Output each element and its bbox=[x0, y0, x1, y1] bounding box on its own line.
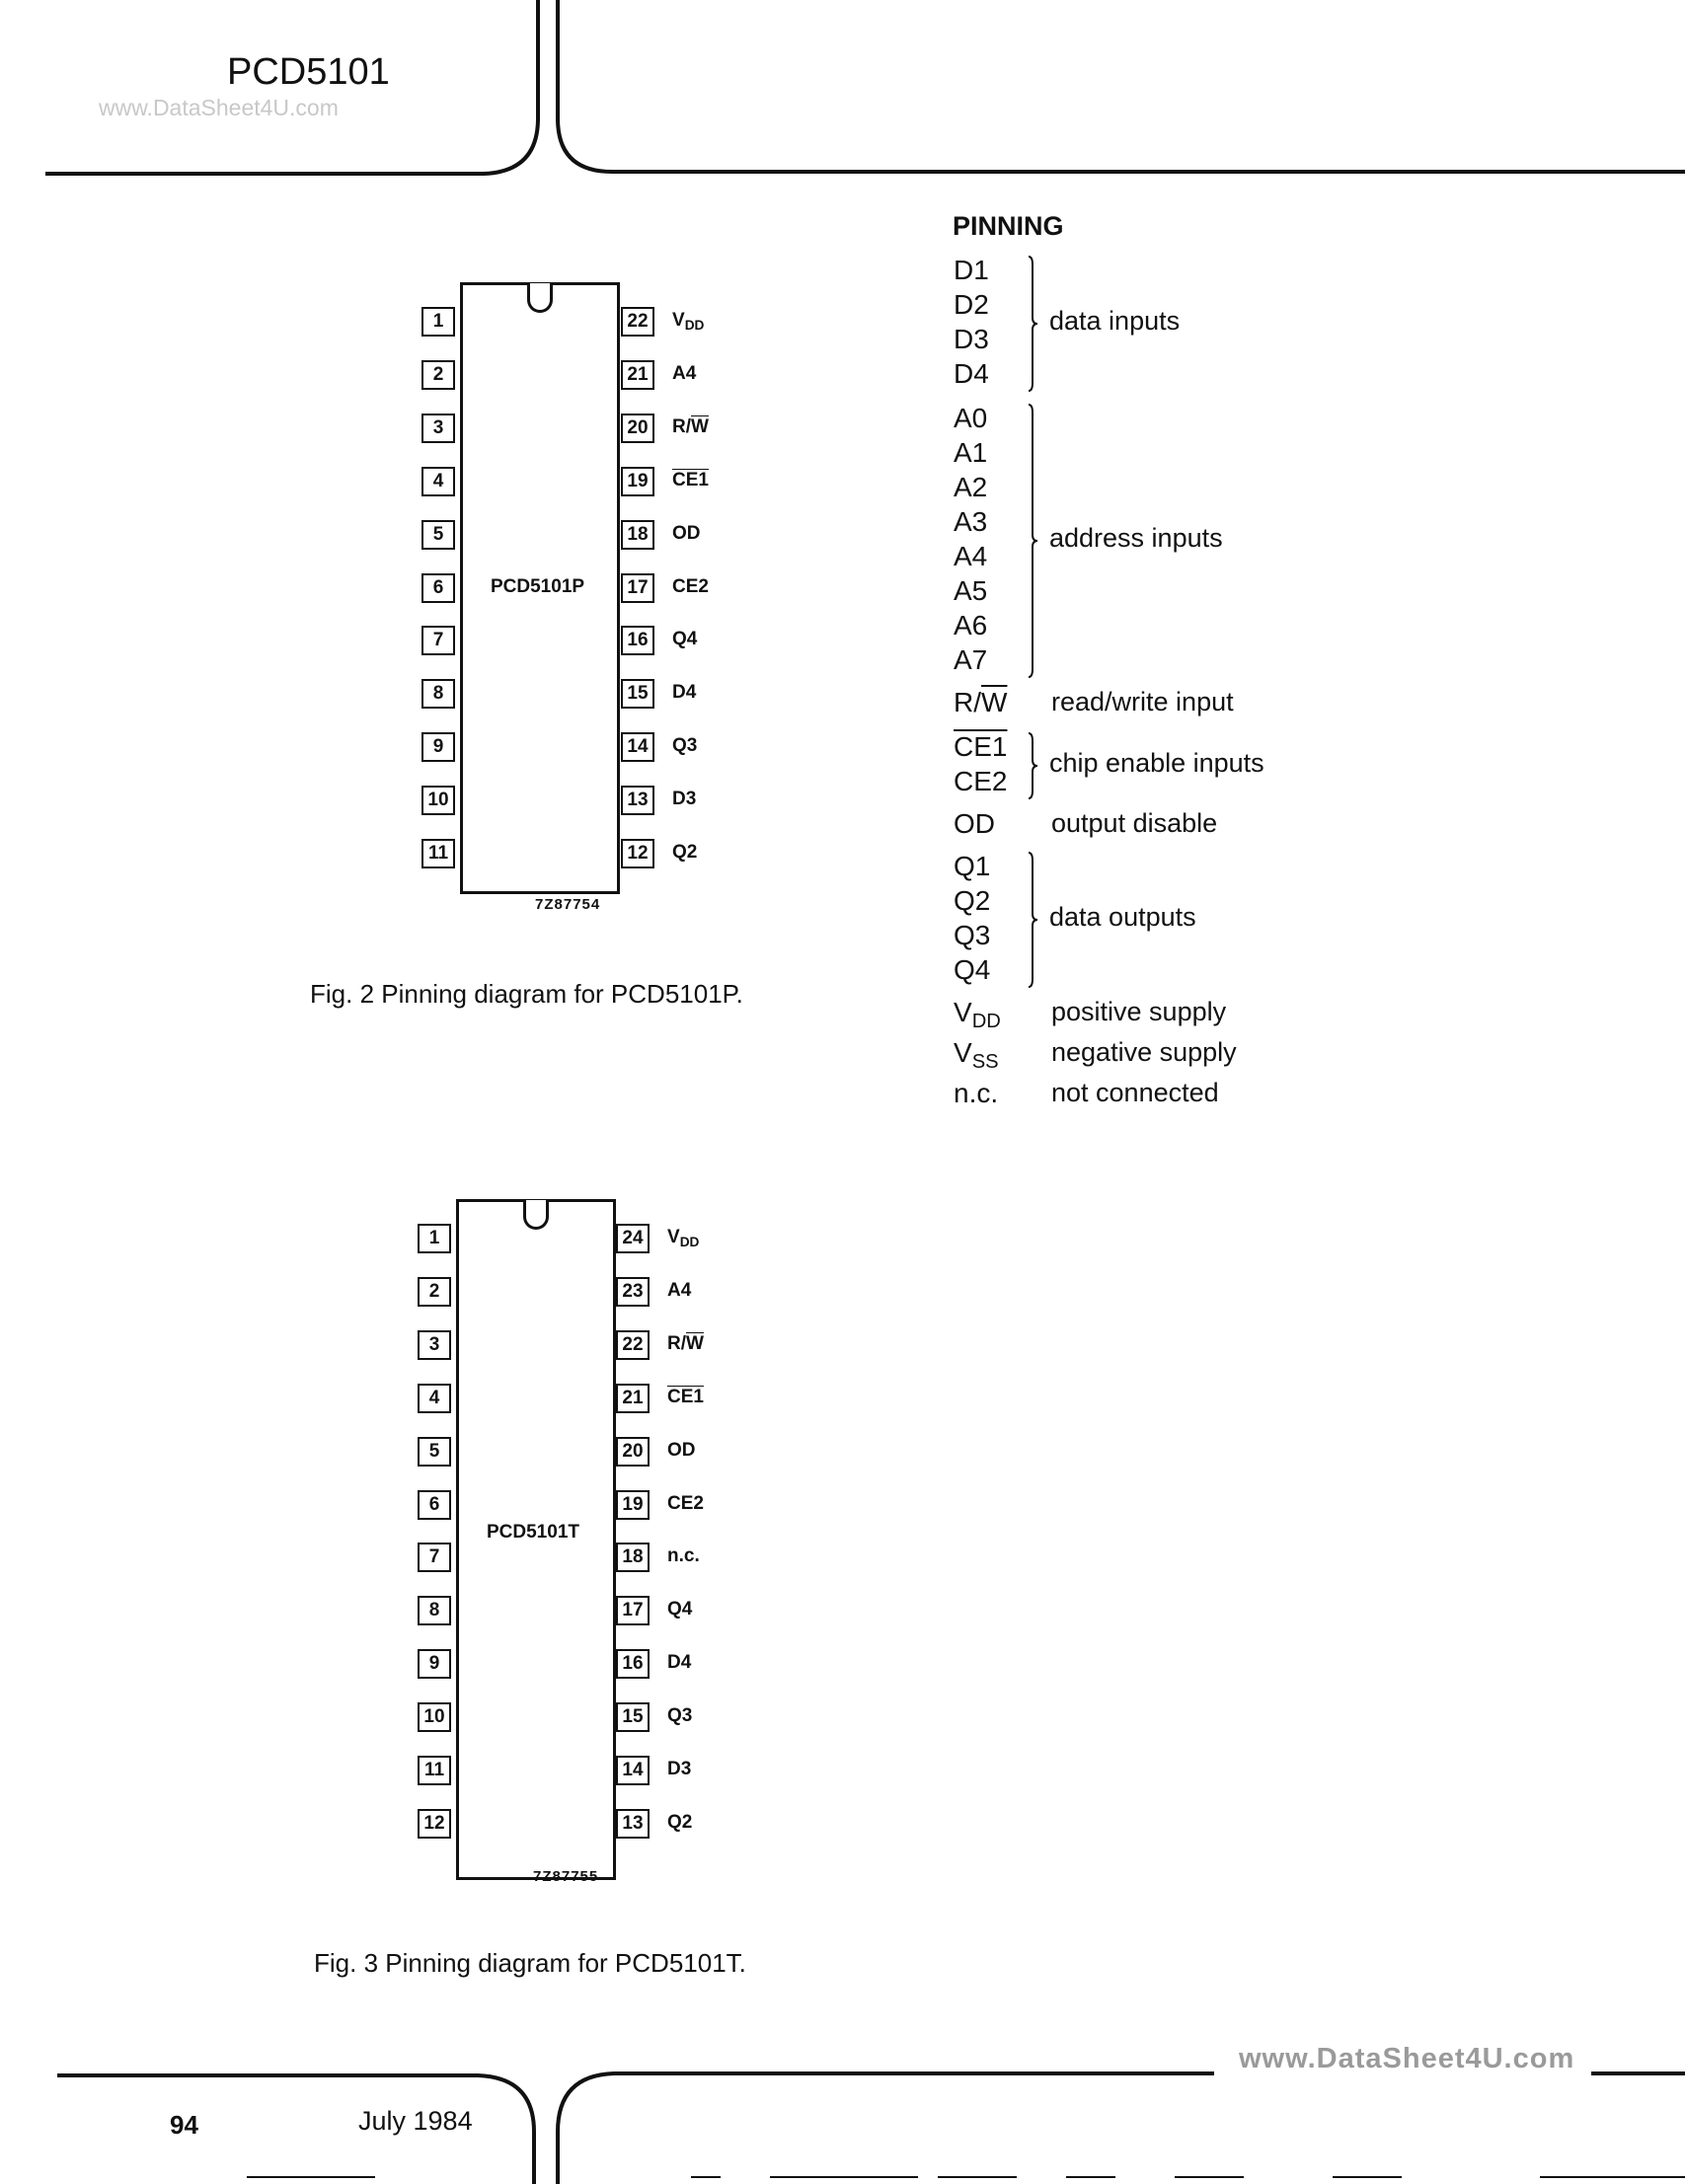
fig2-pin-13-label: D3 bbox=[672, 789, 697, 810]
fig3-pin-19-label: CE2 bbox=[667, 1492, 704, 1514]
pinning-desc-6: positive supply bbox=[1051, 996, 1227, 1026]
fig2-pin-8-number: 8 bbox=[421, 679, 455, 709]
fig3-chip-notch bbox=[523, 1200, 549, 1230]
fig3-pin-18-number: 18 bbox=[616, 1543, 650, 1572]
fig3-pin-15-label: Q3 bbox=[667, 1705, 693, 1727]
pinning-signal-q3: Q3 bbox=[954, 920, 991, 950]
fig2-pin-18-label: OD bbox=[672, 522, 701, 544]
fig2-pin-9-number: 9 bbox=[421, 732, 455, 762]
fig2-pin-3-number: 3 bbox=[421, 414, 455, 443]
pinning-desc-7: negative supply bbox=[1051, 1036, 1237, 1067]
fig3-pin-24-label: $V_{DD}$ bbox=[667, 1227, 700, 1250]
fig2-pin-22-label: $V_{DD}$ bbox=[672, 310, 705, 334]
pinning-signal-ce1: CE1 bbox=[954, 731, 1008, 762]
pinning-signal-d4: D4 bbox=[954, 358, 989, 389]
fig3-pin-15-number: 15 bbox=[616, 1702, 650, 1732]
fig2-pin-18-number: 18 bbox=[621, 520, 654, 550]
fig2-pin-5-number: 5 bbox=[421, 520, 455, 550]
fig3-pin-14-number: 14 bbox=[616, 1756, 650, 1785]
fig3-pin-23-number: 23 bbox=[616, 1277, 650, 1307]
fig3-pin-14-label: D3 bbox=[667, 1759, 692, 1779]
fig2-pin-11-number: 11 bbox=[421, 839, 455, 868]
pinning-signal-a5: A5 bbox=[954, 575, 988, 606]
pinning-desc-5: data outputs bbox=[1049, 902, 1196, 932]
fig3-pin-16-label: D4 bbox=[667, 1652, 692, 1674]
document-title: PCD5101 bbox=[227, 51, 390, 93]
page-number: 94 bbox=[170, 2110, 198, 2140]
fig3-pin-6-number: 6 bbox=[418, 1490, 451, 1520]
fig2-pin-12-label: Q2 bbox=[672, 842, 698, 863]
pinning-signal-a6: A6 bbox=[954, 610, 988, 640]
fig3-chip-label: PCD5101T bbox=[487, 1522, 579, 1543]
pinning-signal-nc: n.c. bbox=[954, 1078, 999, 1108]
pinning-desc-1: address inputs bbox=[1049, 523, 1223, 553]
pinning-signal-q1: Q1 bbox=[954, 851, 991, 881]
fig2-pin-20-number: 20 bbox=[621, 414, 654, 443]
fig3-drawing-code: 7Z87755 bbox=[533, 1868, 599, 1885]
fig2-chip-notch bbox=[527, 283, 553, 313]
fig2-pin-2-number: 2 bbox=[421, 360, 455, 390]
pinning-signal-d1: D1 bbox=[954, 255, 989, 285]
fig3-pin-5-number: 5 bbox=[418, 1437, 451, 1467]
fig3-pin-22-number: 22 bbox=[616, 1330, 650, 1360]
fig3-caption: Fig. 3 Pinning diagram for PCD5101T. bbox=[314, 1948, 746, 1978]
pinning-desc-3: chip enable inputs bbox=[1049, 748, 1264, 778]
fig3-pin-16-number: 16 bbox=[616, 1649, 650, 1679]
pinning-signal-d3: D3 bbox=[954, 324, 989, 354]
fig3-pin-17-number: 17 bbox=[616, 1596, 650, 1625]
pinning-desc-4: output disable bbox=[1051, 807, 1218, 838]
pinning-signal-rw: $R/\overline{W}$ bbox=[954, 687, 1008, 717]
publication-date: July 1984 bbox=[358, 2106, 473, 2136]
fig2-pin-21-label: A4 bbox=[672, 362, 697, 384]
fig3-pin-13-number: 13 bbox=[616, 1809, 650, 1839]
pinning-signal-vdd: $V_{DD}$ bbox=[954, 997, 1001, 1033]
fig2-pin-14-label: Q3 bbox=[672, 735, 698, 757]
pinning-signal-ce2: CE2 bbox=[954, 766, 1008, 796]
fig3-pin-20-label: OD bbox=[667, 1439, 696, 1461]
fig2-pin-13-number: 13 bbox=[621, 786, 654, 815]
fig2-pin-17-number: 17 bbox=[621, 573, 654, 603]
footer-watermark: www.DataSheet4U.com bbox=[1239, 2043, 1575, 2074]
fig3-pin-11-number: 11 bbox=[418, 1756, 451, 1785]
fig3-pin-13-label: Q2 bbox=[667, 1811, 693, 1833]
fig2-pin-16-label: Q4 bbox=[672, 629, 698, 650]
fig2-pin-14-number: 14 bbox=[621, 732, 654, 762]
fig3-pin-9-number: 9 bbox=[418, 1649, 451, 1679]
fig2-drawing-code: 7Z87754 bbox=[535, 896, 601, 913]
fig2-pin-15-label: D4 bbox=[672, 682, 697, 704]
fig3-pin-4-number: 4 bbox=[418, 1384, 451, 1413]
pinning-signal-a2: A2 bbox=[954, 472, 988, 502]
fig3-pin-21-number: 21 bbox=[616, 1384, 650, 1413]
fig2-pin-20-label: $R/\overline{W}$ bbox=[672, 415, 709, 437]
fig2-pin-15-number: 15 bbox=[621, 679, 654, 709]
fig2-pin-6-number: 6 bbox=[421, 573, 455, 603]
fig3-pin-17-label: Q4 bbox=[667, 1599, 693, 1620]
fig2-pin-19-number: 19 bbox=[621, 467, 654, 496]
pinning-signal-od: OD bbox=[954, 808, 995, 839]
fig2-chip-label: PCD5101P bbox=[491, 576, 585, 597]
fig3-pin-19-number: 19 bbox=[616, 1490, 650, 1520]
pinning-signal-vss: $V_{SS}$ bbox=[954, 1037, 999, 1074]
pinning-signal-d2: D2 bbox=[954, 289, 989, 320]
fig2-pin-21-number: 21 bbox=[621, 360, 654, 390]
pinning-signal-a4: A4 bbox=[954, 541, 988, 571]
pinning-signal-q4: Q4 bbox=[954, 954, 991, 985]
fig2-pin-17-label: CE2 bbox=[672, 575, 709, 597]
fig3-pin-2-number: 2 bbox=[418, 1277, 451, 1307]
fig3-pin-20-number: 20 bbox=[616, 1437, 650, 1467]
pinning-signal-a0: A0 bbox=[954, 403, 988, 433]
fig3-pin-22-label: $R/\overline{W}$ bbox=[667, 1332, 704, 1354]
pinning-signal-a3: A3 bbox=[954, 506, 988, 537]
fig2-pin-22-number: 22 bbox=[621, 307, 654, 337]
fig3-pin-3-number: 3 bbox=[418, 1330, 451, 1360]
pinning-heading: PINNING bbox=[953, 211, 1064, 241]
fig3-pin-12-number: 12 bbox=[418, 1809, 451, 1839]
fig2-pin-16-number: 16 bbox=[621, 626, 654, 655]
fig2-pin-12-number: 12 bbox=[621, 839, 654, 868]
pinning-desc-0: data inputs bbox=[1049, 306, 1181, 336]
pinning-signal-q2: Q2 bbox=[954, 885, 991, 916]
fig2-pin-1-number: 1 bbox=[421, 307, 455, 337]
fig3-pin-8-number: 8 bbox=[418, 1596, 451, 1625]
header-watermark: www.DataSheet4U.com bbox=[99, 95, 339, 120]
fig3-pin-18-label: n.c. bbox=[667, 1545, 700, 1567]
fig3-pin-7-number: 7 bbox=[418, 1543, 451, 1572]
pinning-desc-2: read/write input bbox=[1051, 686, 1234, 716]
pinning-signal-a1: A1 bbox=[954, 437, 988, 468]
fig2-pin-10-number: 10 bbox=[421, 786, 455, 815]
fig2-pin-4-number: 4 bbox=[421, 467, 455, 496]
fig3-pin-10-number: 10 bbox=[418, 1702, 451, 1732]
fig3-pin-1-number: 1 bbox=[418, 1224, 451, 1253]
fig2-caption: Fig. 2 Pinning diagram for PCD5101P. bbox=[310, 979, 743, 1009]
fig3-pin-24-number: 24 bbox=[616, 1224, 650, 1253]
pinning-signal-a7: A7 bbox=[954, 644, 988, 675]
fig3-pin-21-label: CE1 bbox=[667, 1386, 704, 1407]
pinning-desc-8: not connected bbox=[1051, 1077, 1219, 1107]
fig2-pin-7-number: 7 bbox=[421, 626, 455, 655]
fig2-pin-19-label: CE1 bbox=[672, 469, 709, 490]
fig3-pin-23-label: A4 bbox=[667, 1279, 692, 1301]
